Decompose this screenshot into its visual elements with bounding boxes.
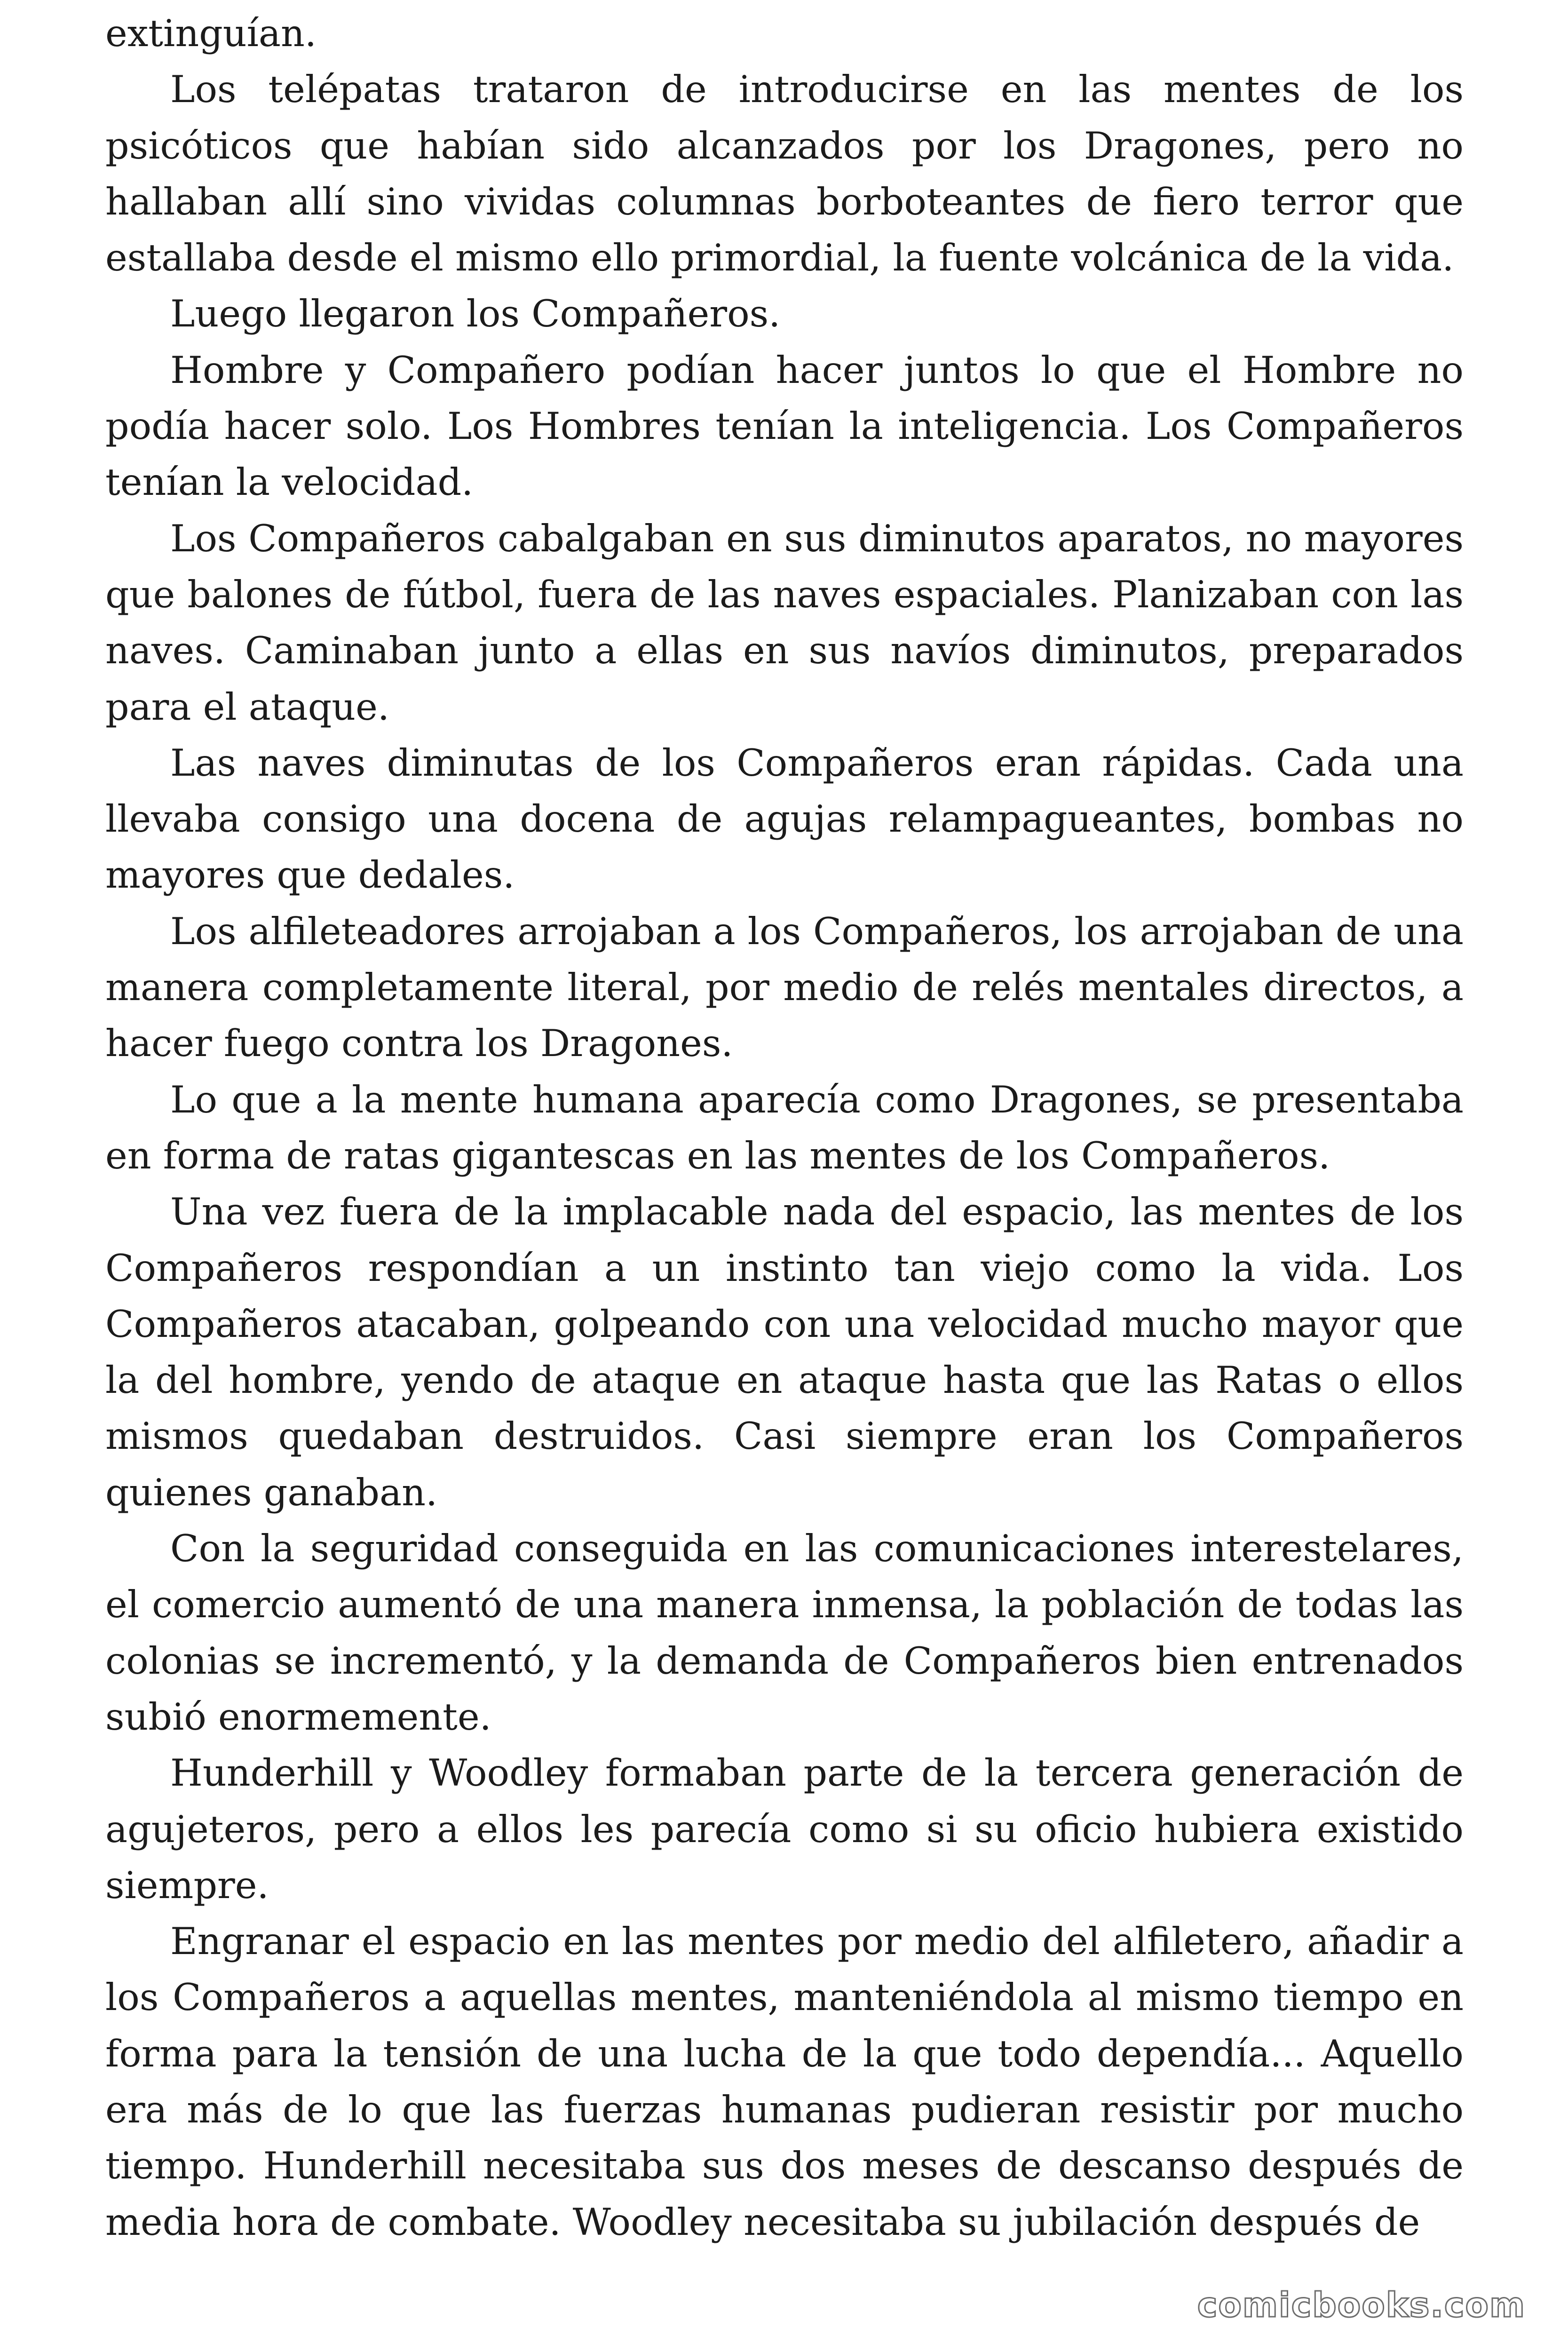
paragraph: Una vez fuera de la implacable nada del espacio, las mentes de los Compañeros respondían a un instinto tan viejo como la vida. Los Compañeros atacaban, golpeando con una velocidad mucho mayor que la del hombre, yendo de ataque en ataque hasta que las Ratas o ellos mismos quedaban destruidos. Casi siempre eran los Compañeros quienes ganaban. bbox=[105, 1190, 1464, 1514]
paragraph: Lo que a la mente humana aparecía como Dragones, se presentaba en forma de ratas gigantescas en las mentes de los Compañeros. bbox=[105, 1078, 1464, 1177]
paragraph: Los Compañeros cabalgaban en sus diminutos aparatos, no mayores que balones de fútbol, fuera de las naves espaciales. Planizaban con las naves. Caminaban junto a ellas en sus navíos diminutos, preparados para el ataque. bbox=[105, 516, 1464, 729]
paragraph-continuation: extinguían. bbox=[105, 12, 317, 55]
page-body-text bbox=[105, 6, 1464, 2250]
paragraph: Hunderhill y Woodley formaban parte de la tercera generación de agujeteros, pero a ellos les parecía como si su oficio hubiera existido siempre. bbox=[105, 1751, 1464, 1907]
paragraph: Con la seguridad conseguida en las comunicaciones interestelares, el comercio aumentó de una manera inmensa, la población de todas las colonias se incrementó, y la demanda de Compañeros bien entrenados subió enormemente. bbox=[105, 1527, 1464, 1739]
paragraph: Los telépatas trataron de introducirse en las mentes de los psicóticos que habían sido alcanzados por los Dragones, pero no hallaban allí sino vividas columnas borboteantes de fiero terror que estallaba desde el mismo ello primordial, la fuente volcánica de la vida. bbox=[105, 68, 1464, 280]
paragraph: Los alfileteadores arrojaban a los Compañeros, los arrojaban de una manera completamente literal, por medio de relés mentales directos, a hacer fuego contra los Dragones. bbox=[105, 909, 1464, 1065]
paragraph: Las naves diminutas de los Compañeros eran rápidas. Cada una llevaba consigo una docena de agujas relampagueantes, bombas no mayores que dedales. bbox=[105, 741, 1464, 897]
paragraph: Luego llegaron los Compañeros. bbox=[170, 292, 781, 336]
paragraph: Hombre y Compañero podían hacer juntos lo que el Hombre no podía hacer solo. Los Hombres tenían la inteligencia. Los Compañeros tenían la velocidad. bbox=[105, 348, 1464, 504]
watermark-logo: comicbooks.com bbox=[1197, 2285, 1526, 2325]
paragraph: Engranar el espacio en las mentes por medio del alfiletero, añadir a los Compañeros a aquellas mentes, manteniéndola al mismo tiempo en forma para la tensión de una lucha de la que todo dependía... Aquello era más de lo que las fuerzas humanas pudieran resistir por mucho tiempo. Hunderhill necesitaba sus dos meses de descanso después de media hora de combate. Woodley necesitaba su jubilación después de bbox=[105, 1920, 1464, 2244]
